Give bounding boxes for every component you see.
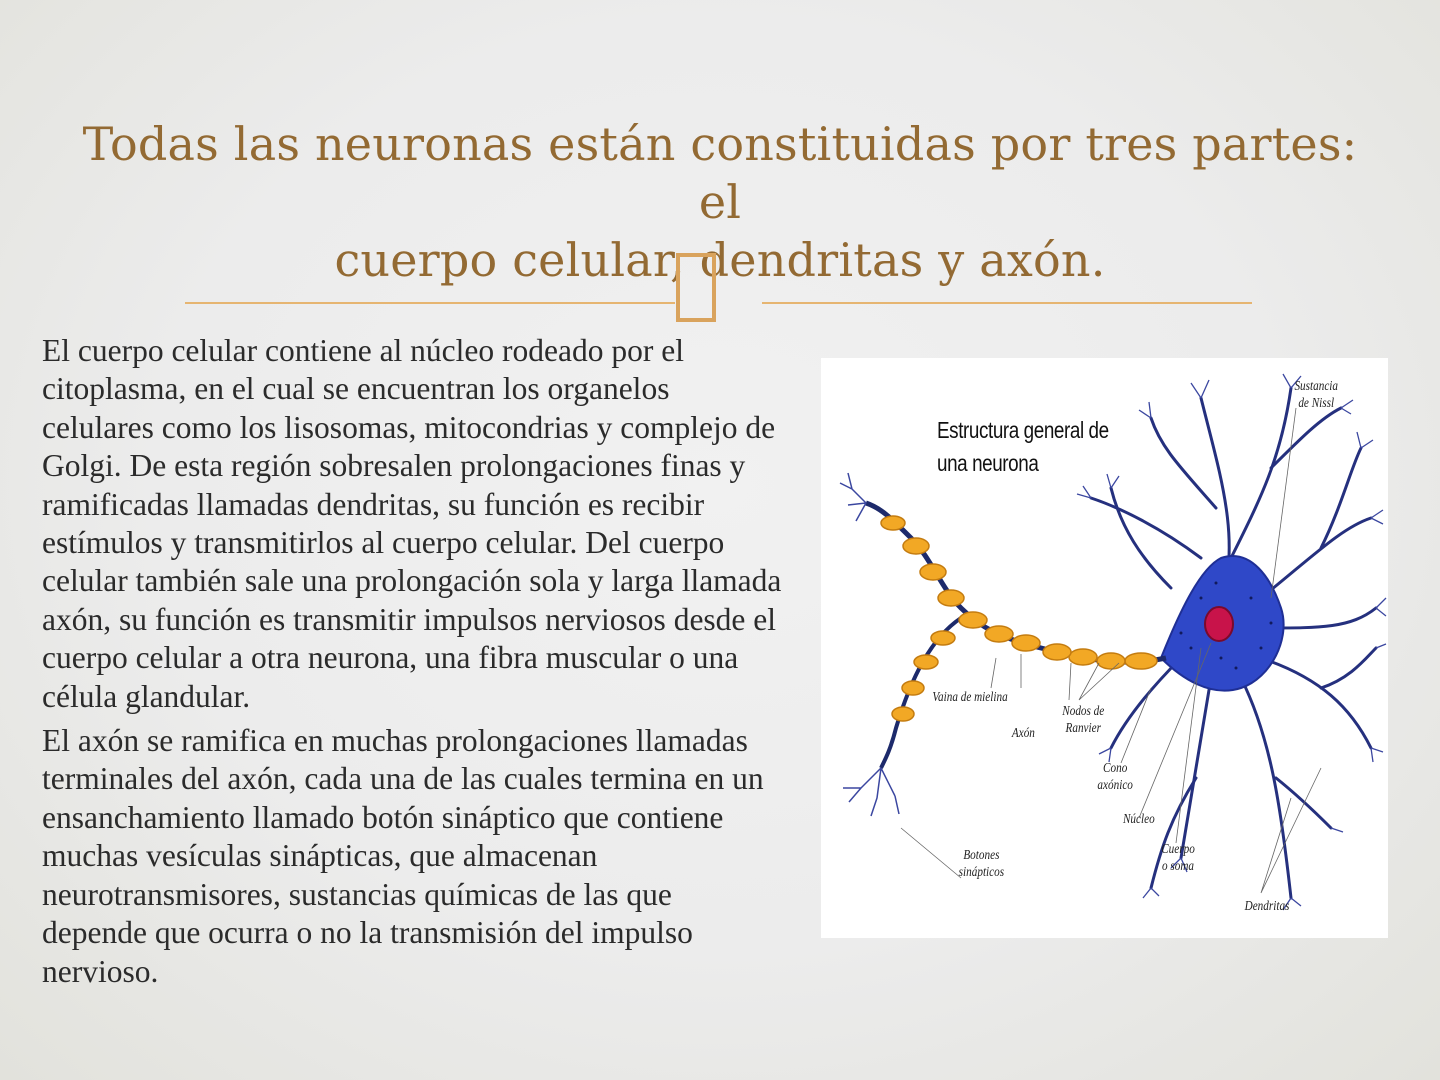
- label-cono-axonico: [1097, 760, 1132, 794]
- label-dendritas: Dendritas: [1244, 899, 1290, 914]
- label-botones-sinapticos-line-1: Botones: [963, 848, 1000, 863]
- slide-title-line-2: cuerpo celular, dendritas y axón.: [334, 233, 1106, 287]
- paragraph-axon-terminals: El axón se ramifica en muchas prolongaciones llamadas terminales del axón, cada una de las cuales termina en un ensanchamiento llamado botón sináptico que contiene muchas vesículas sinápticas, que almacenan neurotransmisores, sustancias químicas de las que depende que ocurra o no la transmisión del impulso nervioso.: [42, 723, 764, 989]
- body-text: [42, 332, 782, 991]
- label-sustancia-nissl: [1294, 378, 1338, 412]
- figure-title: [937, 414, 1109, 480]
- label-nodos-ranvier: [1062, 703, 1104, 737]
- label-cuerpo-soma-line-1: Cuerpo: [1161, 842, 1195, 857]
- square-outline-icon: [676, 253, 716, 322]
- slide-title: [80, 115, 1360, 289]
- title-divider-left: [185, 302, 675, 304]
- label-sustancia-nissl-line-1: Sustancia: [1294, 379, 1339, 394]
- label-cuerpo-soma: [1161, 841, 1195, 875]
- label-cuerpo-soma-line-2: o soma: [1161, 859, 1195, 874]
- figure-title-line-2: una neurona: [937, 450, 1039, 476]
- slide-title-line-1: Todas las neuronas están constituidas por tres partes: el: [82, 117, 1358, 229]
- myelin-segments: [881, 516, 1157, 721]
- paragraph-cell-body: El cuerpo celular contiene al núcleo rodeado por el citoplasma, en el cual se encuentran los organelos celulares como los lisosomas, mitocondrias y complejo de Golgi. De esta región sobresalen prolongaciones finas y ramificadas llamadas dendritas, su función es recibir estímulos y transmitirlos al cuerpo celular. Del cuerpo celular también sale una prolongación sola y larga llamada axón, su función es transmitir impulsos nerviosos desde el cuerpo celular a otra neurona, una fibra muscular o una célula glandular.: [42, 333, 782, 714]
- label-cono-axonico-line-2: axónico: [1097, 778, 1133, 793]
- neuron-figure: [821, 358, 1388, 938]
- label-nucleo: Núcleo: [1122, 812, 1155, 827]
- label-nodos-ranvier-line-1: Nodos de: [1062, 704, 1105, 719]
- label-cono-axonico-line-1: Cono: [1103, 761, 1128, 776]
- label-nodos-ranvier-line-2: Ranvier: [1065, 721, 1101, 736]
- label-botones-sinapticos-line-2: sinápticos: [958, 865, 1005, 880]
- nucleus-shape: [1205, 607, 1233, 641]
- label-sustancia-nissl-line-2: de Nissl: [1298, 396, 1335, 411]
- label-botones-sinapticos: [959, 847, 1004, 881]
- label-vaina-mielina: Vaina de mielina: [932, 690, 1008, 705]
- title-divider-right: [762, 302, 1252, 304]
- figure-title-line-1: Estructura general de: [937, 417, 1109, 443]
- label-axon: Axón: [1011, 726, 1035, 741]
